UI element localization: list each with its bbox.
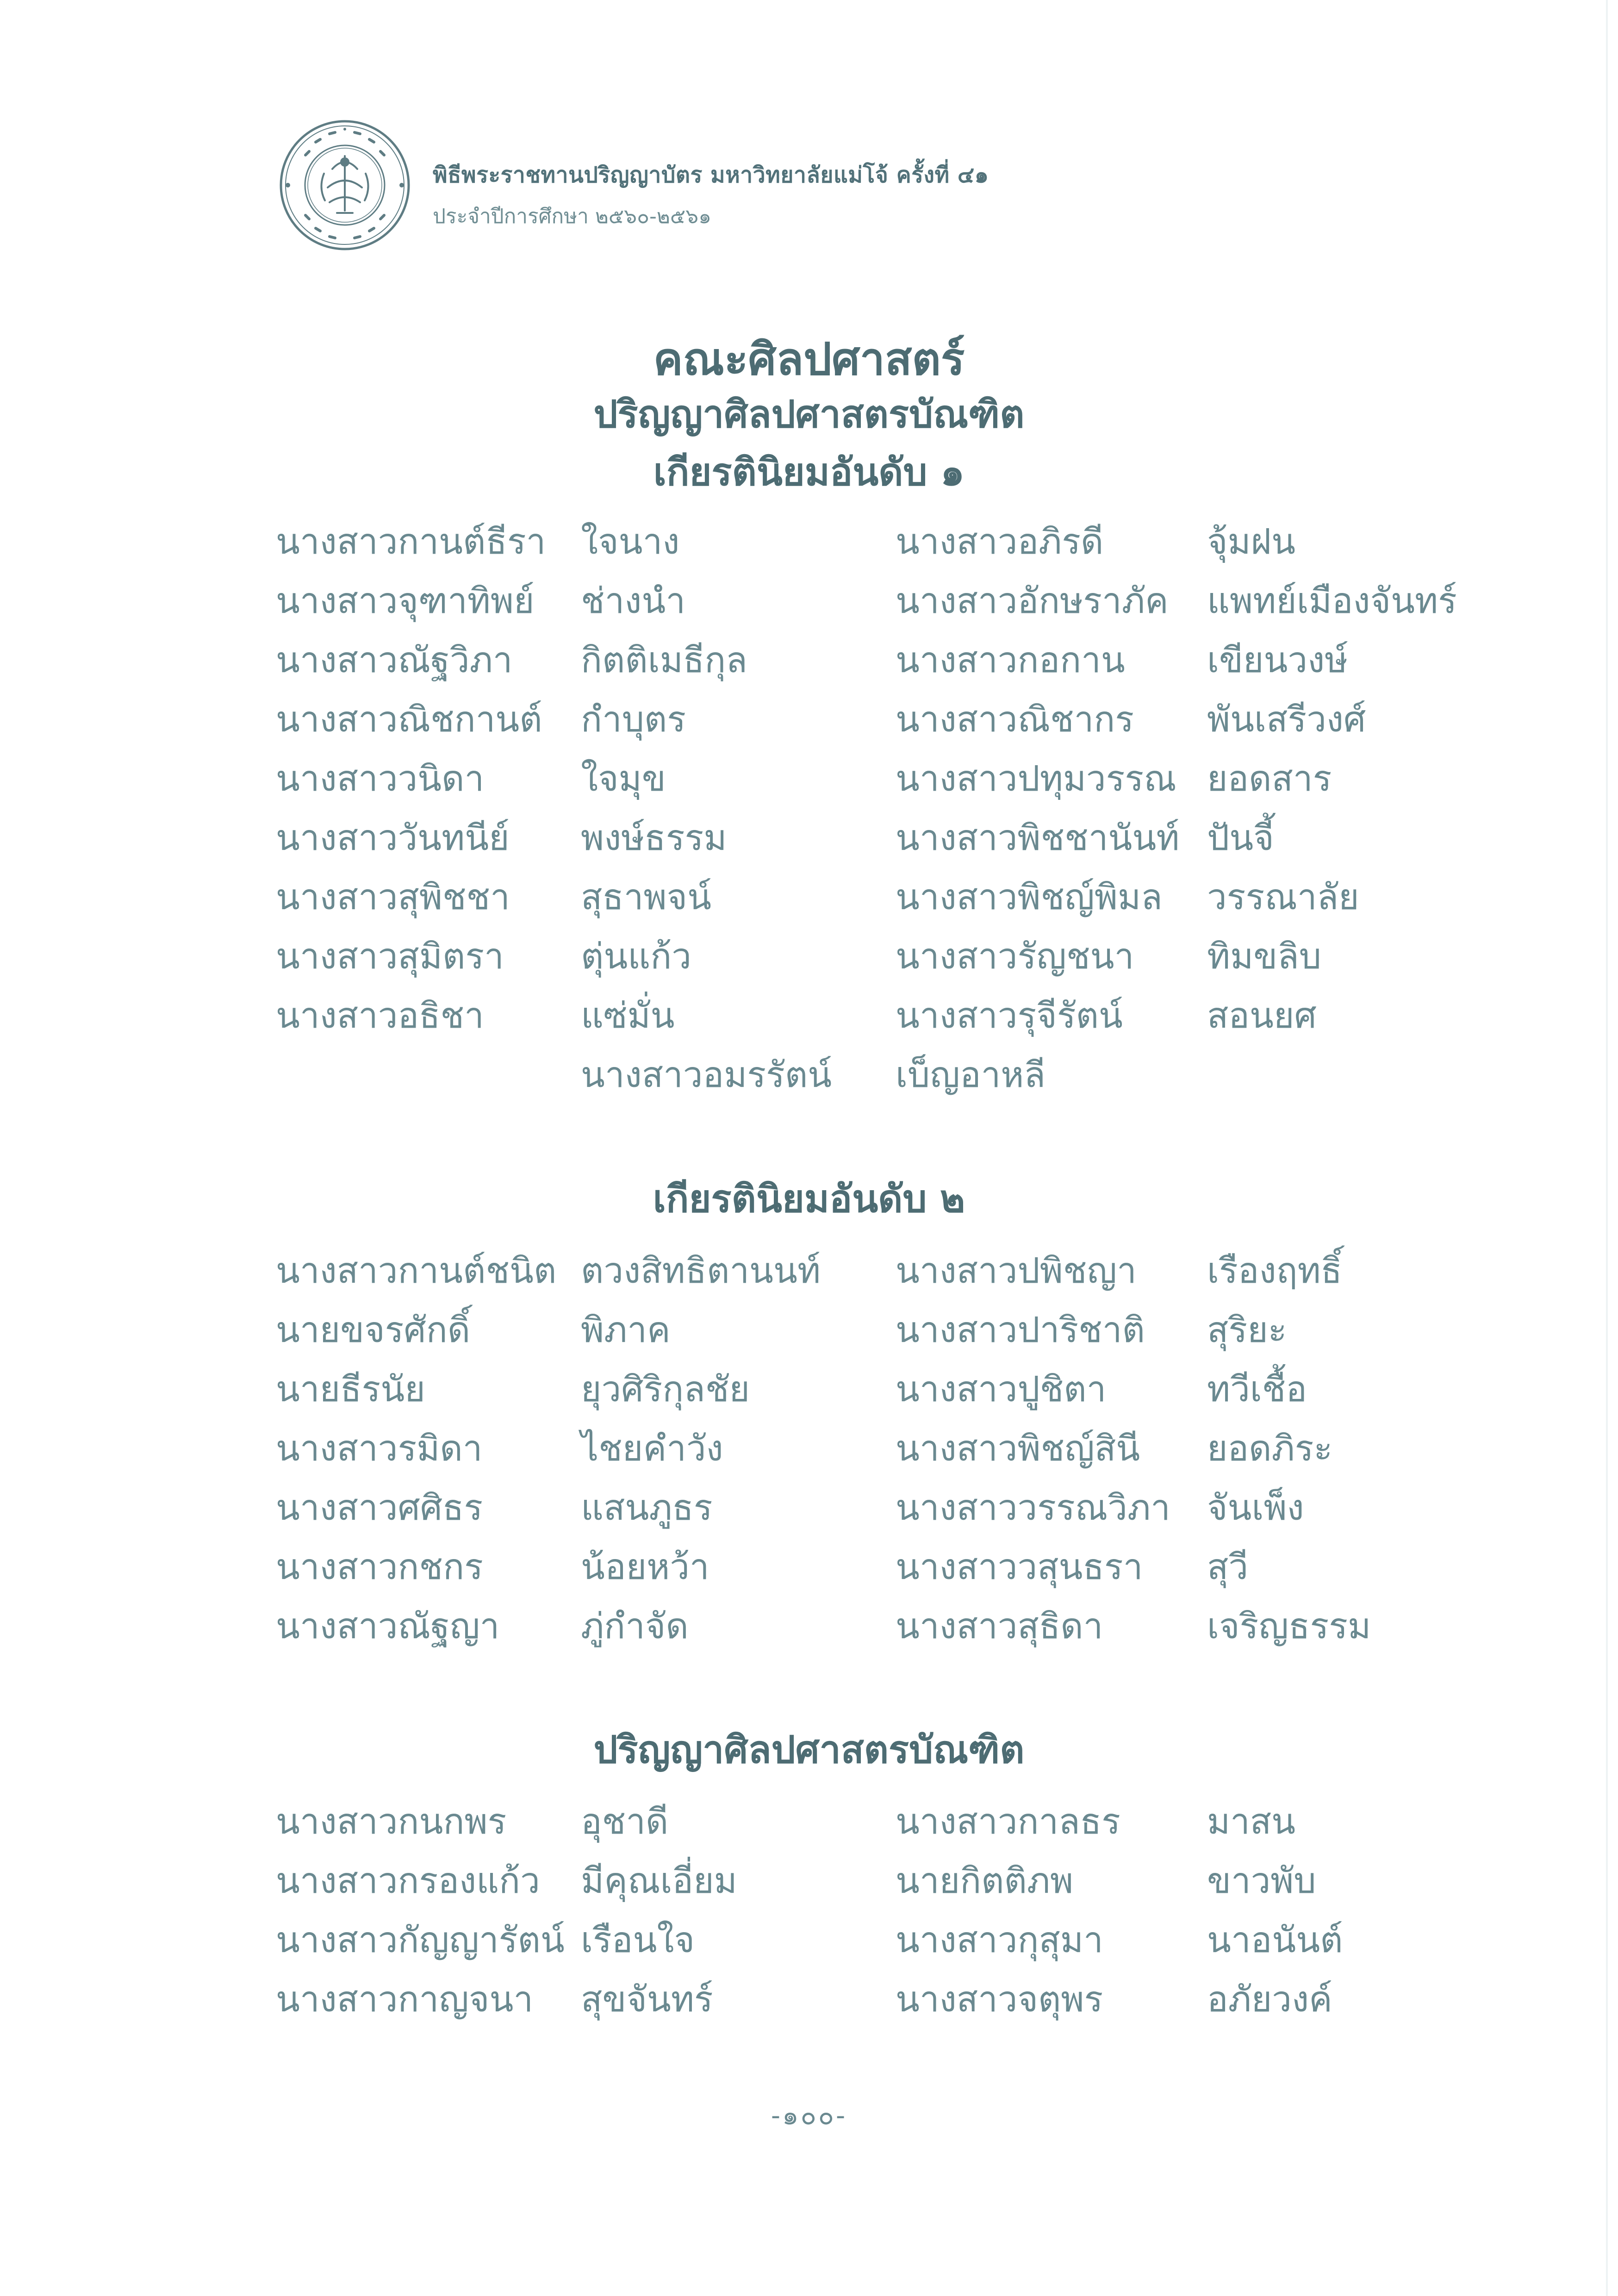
degree-title-regular: ปริญญาศิลปศาสตรบัณฑิต bbox=[593, 1728, 1025, 1772]
last-name-right: พันเสรีวงศ์ bbox=[1207, 699, 1366, 740]
honors-1-heading: เกียรตินิยมอันดับ ๑ bbox=[653, 450, 965, 494]
last-name-right: เจริญธรรม bbox=[1207, 1605, 1371, 1647]
first-name-right: นางสาววสุนธรา bbox=[896, 1546, 1143, 1587]
name-row bbox=[0, 1480, 1618, 1531]
first-name-right: นางสาวปูชิตา bbox=[896, 1368, 1107, 1410]
last-name-left: มีคุณเอี่ยม bbox=[581, 1860, 737, 1901]
first-name-left: นางสาวอธิชา bbox=[276, 995, 484, 1036]
last-name-left: แซ่มั่น bbox=[581, 995, 675, 1036]
first-name-left: นางสาวณัฐญา bbox=[276, 1605, 500, 1647]
first-name-left: นางสาวศศิธร bbox=[276, 1487, 483, 1528]
last-name-right: นาอนันต์ bbox=[1207, 1919, 1343, 1960]
last-name-left: พิภาค bbox=[581, 1309, 671, 1350]
first-name-left: นางสาวกรองแก้ว bbox=[276, 1860, 540, 1901]
first-name-left: นางสาวกชกร bbox=[276, 1546, 483, 1587]
name-row bbox=[0, 1912, 1618, 1963]
name-row bbox=[0, 692, 1618, 742]
name-row bbox=[0, 1853, 1618, 1904]
last-name-left: กิตติเมธีกุล bbox=[581, 639, 747, 680]
last-name-right: วรรณาลัย bbox=[1207, 876, 1359, 917]
first-name-right: นางสาวสุธิดา bbox=[896, 1605, 1103, 1647]
first-name-right: นางสาวพิชญ์พิมล bbox=[896, 876, 1163, 917]
first-name-left: นางสาวณัฐวิภา bbox=[276, 639, 513, 680]
last-name-right: เรืองฤทธิ์ bbox=[1207, 1250, 1343, 1291]
first-name-right: นางสาวพิชญ์สินี bbox=[896, 1428, 1140, 1469]
name-row bbox=[0, 1539, 1618, 1590]
last-name-right: สุวี bbox=[1207, 1546, 1249, 1587]
first-name-right: นางสาวกอกาน bbox=[896, 639, 1125, 680]
last-name-right: อภัยวงค์ bbox=[1207, 1978, 1332, 2020]
name-row bbox=[0, 1972, 1618, 2022]
last-name-right: จันเพ็ง bbox=[1207, 1487, 1304, 1528]
name-row bbox=[0, 1047, 1618, 1098]
first-name-left: นางสาวจุฑาทิพย์ bbox=[276, 580, 535, 621]
last-name-left: อุชาดี bbox=[581, 1801, 669, 1842]
name-row bbox=[0, 514, 1618, 565]
last-name-left: แสนภูธร bbox=[581, 1487, 713, 1528]
first-name-left: นายขจรศักดิ์ bbox=[276, 1309, 471, 1350]
first-name-left: นางสาวกาญจนา bbox=[276, 1978, 534, 2020]
last-name-left: เรือนใจ bbox=[581, 1919, 695, 1960]
first-name-left: นางสาวกัญญารัตน์ bbox=[276, 1919, 565, 1960]
first-name-left: นางสาวสุมิตรา bbox=[276, 936, 504, 977]
name-row bbox=[0, 1243, 1618, 1294]
name-row bbox=[0, 869, 1618, 920]
last-name-right: ขาวพับ bbox=[1207, 1860, 1316, 1901]
last-name-left: ตวงสิทธิตานนท์ bbox=[581, 1250, 821, 1291]
first-name-left: นางสาวกนกพร bbox=[276, 1801, 507, 1842]
first-name-right: นางสาวปพิชญา bbox=[896, 1250, 1137, 1291]
name-row bbox=[0, 929, 1618, 980]
last-name-left: ไชยคำวัง bbox=[581, 1428, 723, 1469]
first-name-left: นางสาวกานต์ชนิต bbox=[276, 1250, 557, 1291]
first-name-left: นางสาววนิดา bbox=[276, 758, 485, 799]
first-name-left: นางสาวรมิดา bbox=[276, 1428, 483, 1469]
first-name-left: นางสาวสุพิชชา bbox=[276, 876, 510, 917]
last-name-right: เขียนวงษ์ bbox=[1207, 639, 1348, 680]
last-name-left: พงษ์ธรรม bbox=[581, 817, 727, 858]
name-row bbox=[0, 810, 1618, 861]
first-name-right: เบ็ญอาหลี bbox=[896, 1054, 1045, 1095]
last-name-left: น้อยหว้า bbox=[581, 1546, 709, 1587]
first-name-right: นางสาวกุสุมา bbox=[896, 1919, 1103, 1960]
first-name-left: นางสาวณิชกานต์ bbox=[276, 699, 542, 740]
ceremony-header bbox=[433, 157, 989, 232]
first-name-left: นางสาววันทนีย์ bbox=[276, 817, 510, 858]
honors-2-heading: เกียรตินิยมอันดับ ๒ bbox=[653, 1177, 965, 1221]
last-name-left: ช่างนำ bbox=[581, 580, 685, 621]
last-name-left: ใจนาง bbox=[581, 521, 680, 562]
page-number: -๑๐๐- bbox=[771, 2101, 847, 2131]
name-row bbox=[0, 573, 1618, 624]
first-name-right: นางสาวปทุมวรรณ bbox=[896, 758, 1176, 799]
first-name-right: นางสาวอภิรดี bbox=[896, 521, 1104, 562]
last-name-right: สอนยศ bbox=[1207, 995, 1317, 1036]
last-name-left: ตุ่นแก้ว bbox=[581, 936, 691, 977]
last-name-right: แพทย์เมืองจันทร์ bbox=[1207, 580, 1457, 621]
first-name-right: นางสาวรัญชนา bbox=[896, 936, 1134, 977]
first-name-right: นางสาวรุจีรัตน์ bbox=[896, 995, 1123, 1036]
name-row bbox=[0, 632, 1618, 683]
last-name-left: สุขจันทร์ bbox=[581, 1978, 713, 2020]
university-seal-icon bbox=[278, 118, 412, 252]
name-row bbox=[0, 1598, 1618, 1649]
first-name-right: นางสาวณิชากร bbox=[896, 699, 1134, 740]
name-row bbox=[0, 988, 1618, 1039]
first-name-right: นางสาวจตุพร bbox=[896, 1978, 1103, 2020]
last-name-right: ปันจี้ bbox=[1207, 817, 1274, 858]
name-row bbox=[0, 1421, 1618, 1472]
last-name-right: ทิมขลิบ bbox=[1207, 936, 1321, 977]
first-name-left: นายธีรนัย bbox=[276, 1368, 425, 1410]
last-name-left: ภู่กำจัด bbox=[581, 1605, 689, 1647]
degree-title-honors: ปริญญาศิลปศาสตรบัณฑิต bbox=[593, 393, 1025, 437]
first-name-right: นายกิตติภพ bbox=[896, 1860, 1074, 1901]
last-name-left: ใจมุข bbox=[581, 758, 666, 799]
last-name-left: สุธาพจน์ bbox=[581, 876, 712, 917]
ceremony-title: พิธีพระราชทานปริญญาบัตร มหาวิทยาลัยแม่โจ้ ครั้งที่ ๔๑ bbox=[433, 162, 989, 188]
first-name-right: นางสาววรรณวิภา bbox=[896, 1487, 1170, 1528]
name-row bbox=[0, 1361, 1618, 1412]
last-name-right: ยอดภิระ bbox=[1207, 1428, 1333, 1469]
last-name-right: มาสน bbox=[1207, 1801, 1296, 1842]
name-row bbox=[0, 1302, 1618, 1353]
first-name-right: นางสาวปาริชาติ bbox=[896, 1309, 1145, 1350]
last-name-right: สุริยะ bbox=[1207, 1309, 1287, 1350]
first-name-right: นางสาวพิชชานันท์ bbox=[896, 817, 1180, 858]
last-name-left: นางสาวอมรรัตน์ bbox=[581, 1054, 832, 1095]
name-row bbox=[0, 751, 1618, 802]
last-name-left: ยุวศิริกุลชัย bbox=[581, 1368, 750, 1410]
last-name-right: ทวีเชื้อ bbox=[1207, 1368, 1307, 1410]
last-name-right: จุ้มฝน bbox=[1207, 521, 1296, 562]
first-name-right: นางสาวกาลธร bbox=[896, 1801, 1120, 1842]
last-name-left: กำบุตร bbox=[581, 699, 686, 740]
first-name-left: นางสาวกานต์ธีรา bbox=[276, 521, 546, 562]
name-row bbox=[0, 1794, 1618, 1845]
academic-year: ประจำปีการศึกษา ๒๕๖๐-๒๕๖๑ bbox=[433, 205, 711, 228]
faculty-title: คณะศิลปศาสตร์ bbox=[653, 333, 965, 385]
first-name-right: นางสาวอักษราภัค bbox=[896, 580, 1169, 621]
last-name-right: ยอดสาร bbox=[1207, 758, 1332, 799]
